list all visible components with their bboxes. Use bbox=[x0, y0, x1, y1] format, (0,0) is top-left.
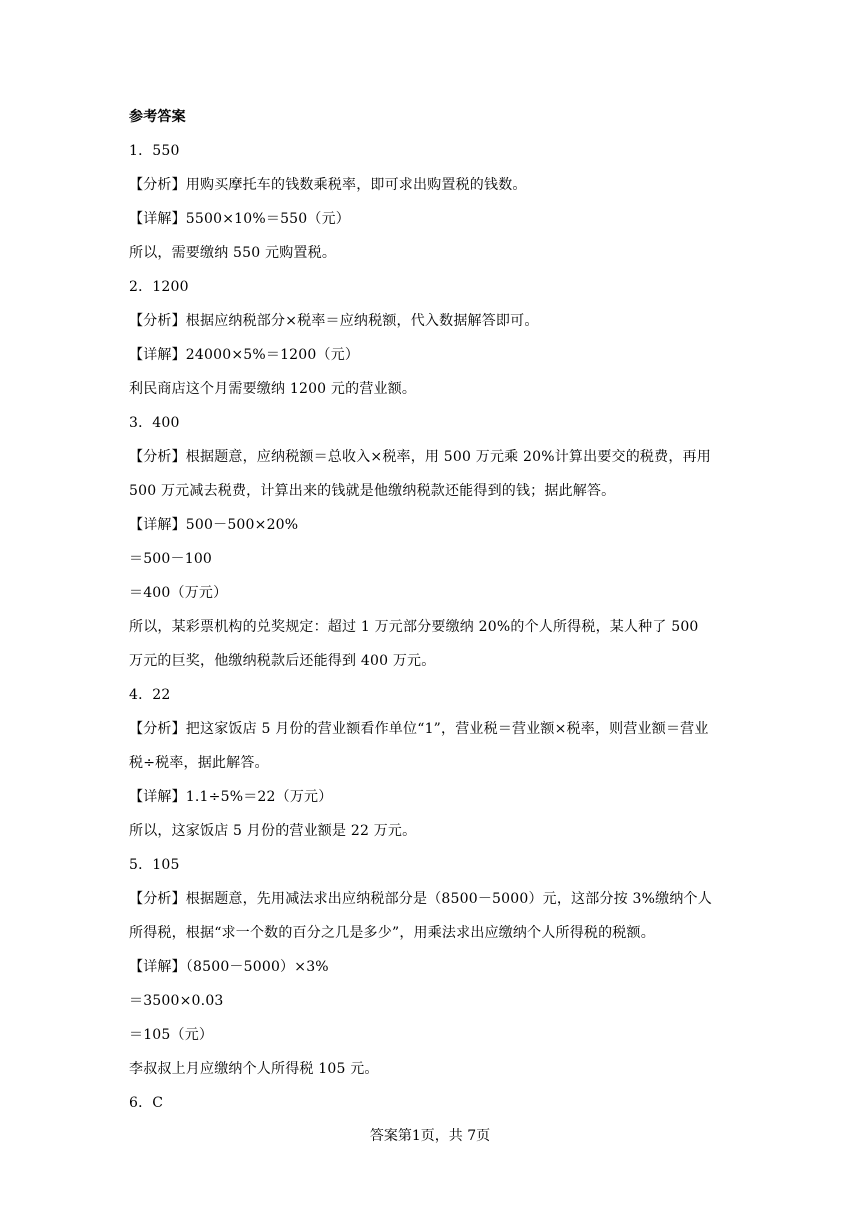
answer-4-conclusion: 所以，这家饭店 5 月份的营业额是 22 万元。 bbox=[129, 823, 417, 839]
answer-4-number: 4．22 bbox=[129, 687, 171, 703]
answer-2-solution: 【详解】24000×5%＝1200（元） bbox=[129, 347, 360, 363]
answer-3-analysis-line-2: 500 万元减去税费，计算出来的钱就是他缴纳税款还能得到的钱；据此解答。 bbox=[129, 483, 616, 499]
answer-1-number: 1．550 bbox=[129, 143, 180, 159]
answer-3-conclusion-line-1: 所以，某彩票机构的兑奖规定：超过 1 万元部分要缴纳 20%的个人所得税，某人种了 500 bbox=[129, 619, 699, 635]
answer-4-analysis-line-1: 【分析】把这家饭店 5 月份的营业额看作单位“1”，营业税＝营业额×税率，则营业额＝营业 bbox=[129, 721, 709, 737]
answer-1-solution: 【详解】5500×10%＝550（元） bbox=[129, 211, 350, 227]
answer-2-conclusion: 利民商店这个月需要缴纳 1200 元的营业额。 bbox=[129, 381, 417, 397]
answer-3-solution-step-1: 【详解】500－500×20% bbox=[129, 517, 299, 533]
answer-content bbox=[129, 100, 729, 1120]
answer-3-analysis-line-1: 【分析】根据题意，应纳税额＝总收入×税率，用 500 万元乘 20%计算出要交的税费，再用 bbox=[129, 449, 711, 465]
answer-1-analysis: 【分析】用购买摩托车的钱数乘税率，即可求出购置税的钱数。 bbox=[129, 177, 527, 193]
answer-5-conclusion: 李叔叔上月应缴纳个人所得税 105 元。 bbox=[129, 1061, 379, 1077]
answer-3-solution-step-2: ＝500－100 bbox=[129, 551, 213, 567]
answer-3-conclusion-line-2: 万元的巨奖，他缴纳税款后还能得到 400 万元。 bbox=[129, 653, 436, 669]
answer-2-analysis: 【分析】根据应纳税部分×税率＝应纳税额，代入数据解答即可。 bbox=[129, 313, 539, 329]
page-footer: 答案第1页，共 7页 bbox=[369, 1128, 491, 1144]
answer-4-solution: 【详解】1.1÷5%＝22（万元） bbox=[129, 789, 333, 805]
answer-3-number: 3．400 bbox=[129, 415, 180, 431]
answer-4-analysis-line-2: 税÷税率，据此解答。 bbox=[129, 755, 269, 771]
answer-5-analysis-line-1: 【分析】根据题意，先用减法求出应纳税部分是（8500－5000）元，这部分按 3%缴纳个人 bbox=[129, 891, 712, 907]
answer-5-number: 5．105 bbox=[129, 857, 180, 873]
answer-5-analysis-line-2: 所得税，根据“求一个数的百分之几是多少”，用乘法求出应缴纳个人所得税的税额。 bbox=[129, 925, 655, 941]
answer-5-solution-step-2: ＝3500×0.03 bbox=[129, 993, 224, 1009]
answer-5-solution-step-3: ＝105（元） bbox=[129, 1027, 214, 1043]
answer-3-solution-step-3: ＝400（万元） bbox=[129, 585, 228, 601]
answer-heading: 参考答案 bbox=[129, 109, 186, 125]
answer-1-conclusion: 所以，需要缴纳 550 元购置税。 bbox=[129, 245, 337, 261]
answer-2-number: 2．1200 bbox=[129, 279, 189, 295]
answer-6-number: 6．C bbox=[129, 1095, 164, 1111]
answer-5-solution-step-1: 【详解】（8500－5000）×3% bbox=[129, 959, 329, 975]
